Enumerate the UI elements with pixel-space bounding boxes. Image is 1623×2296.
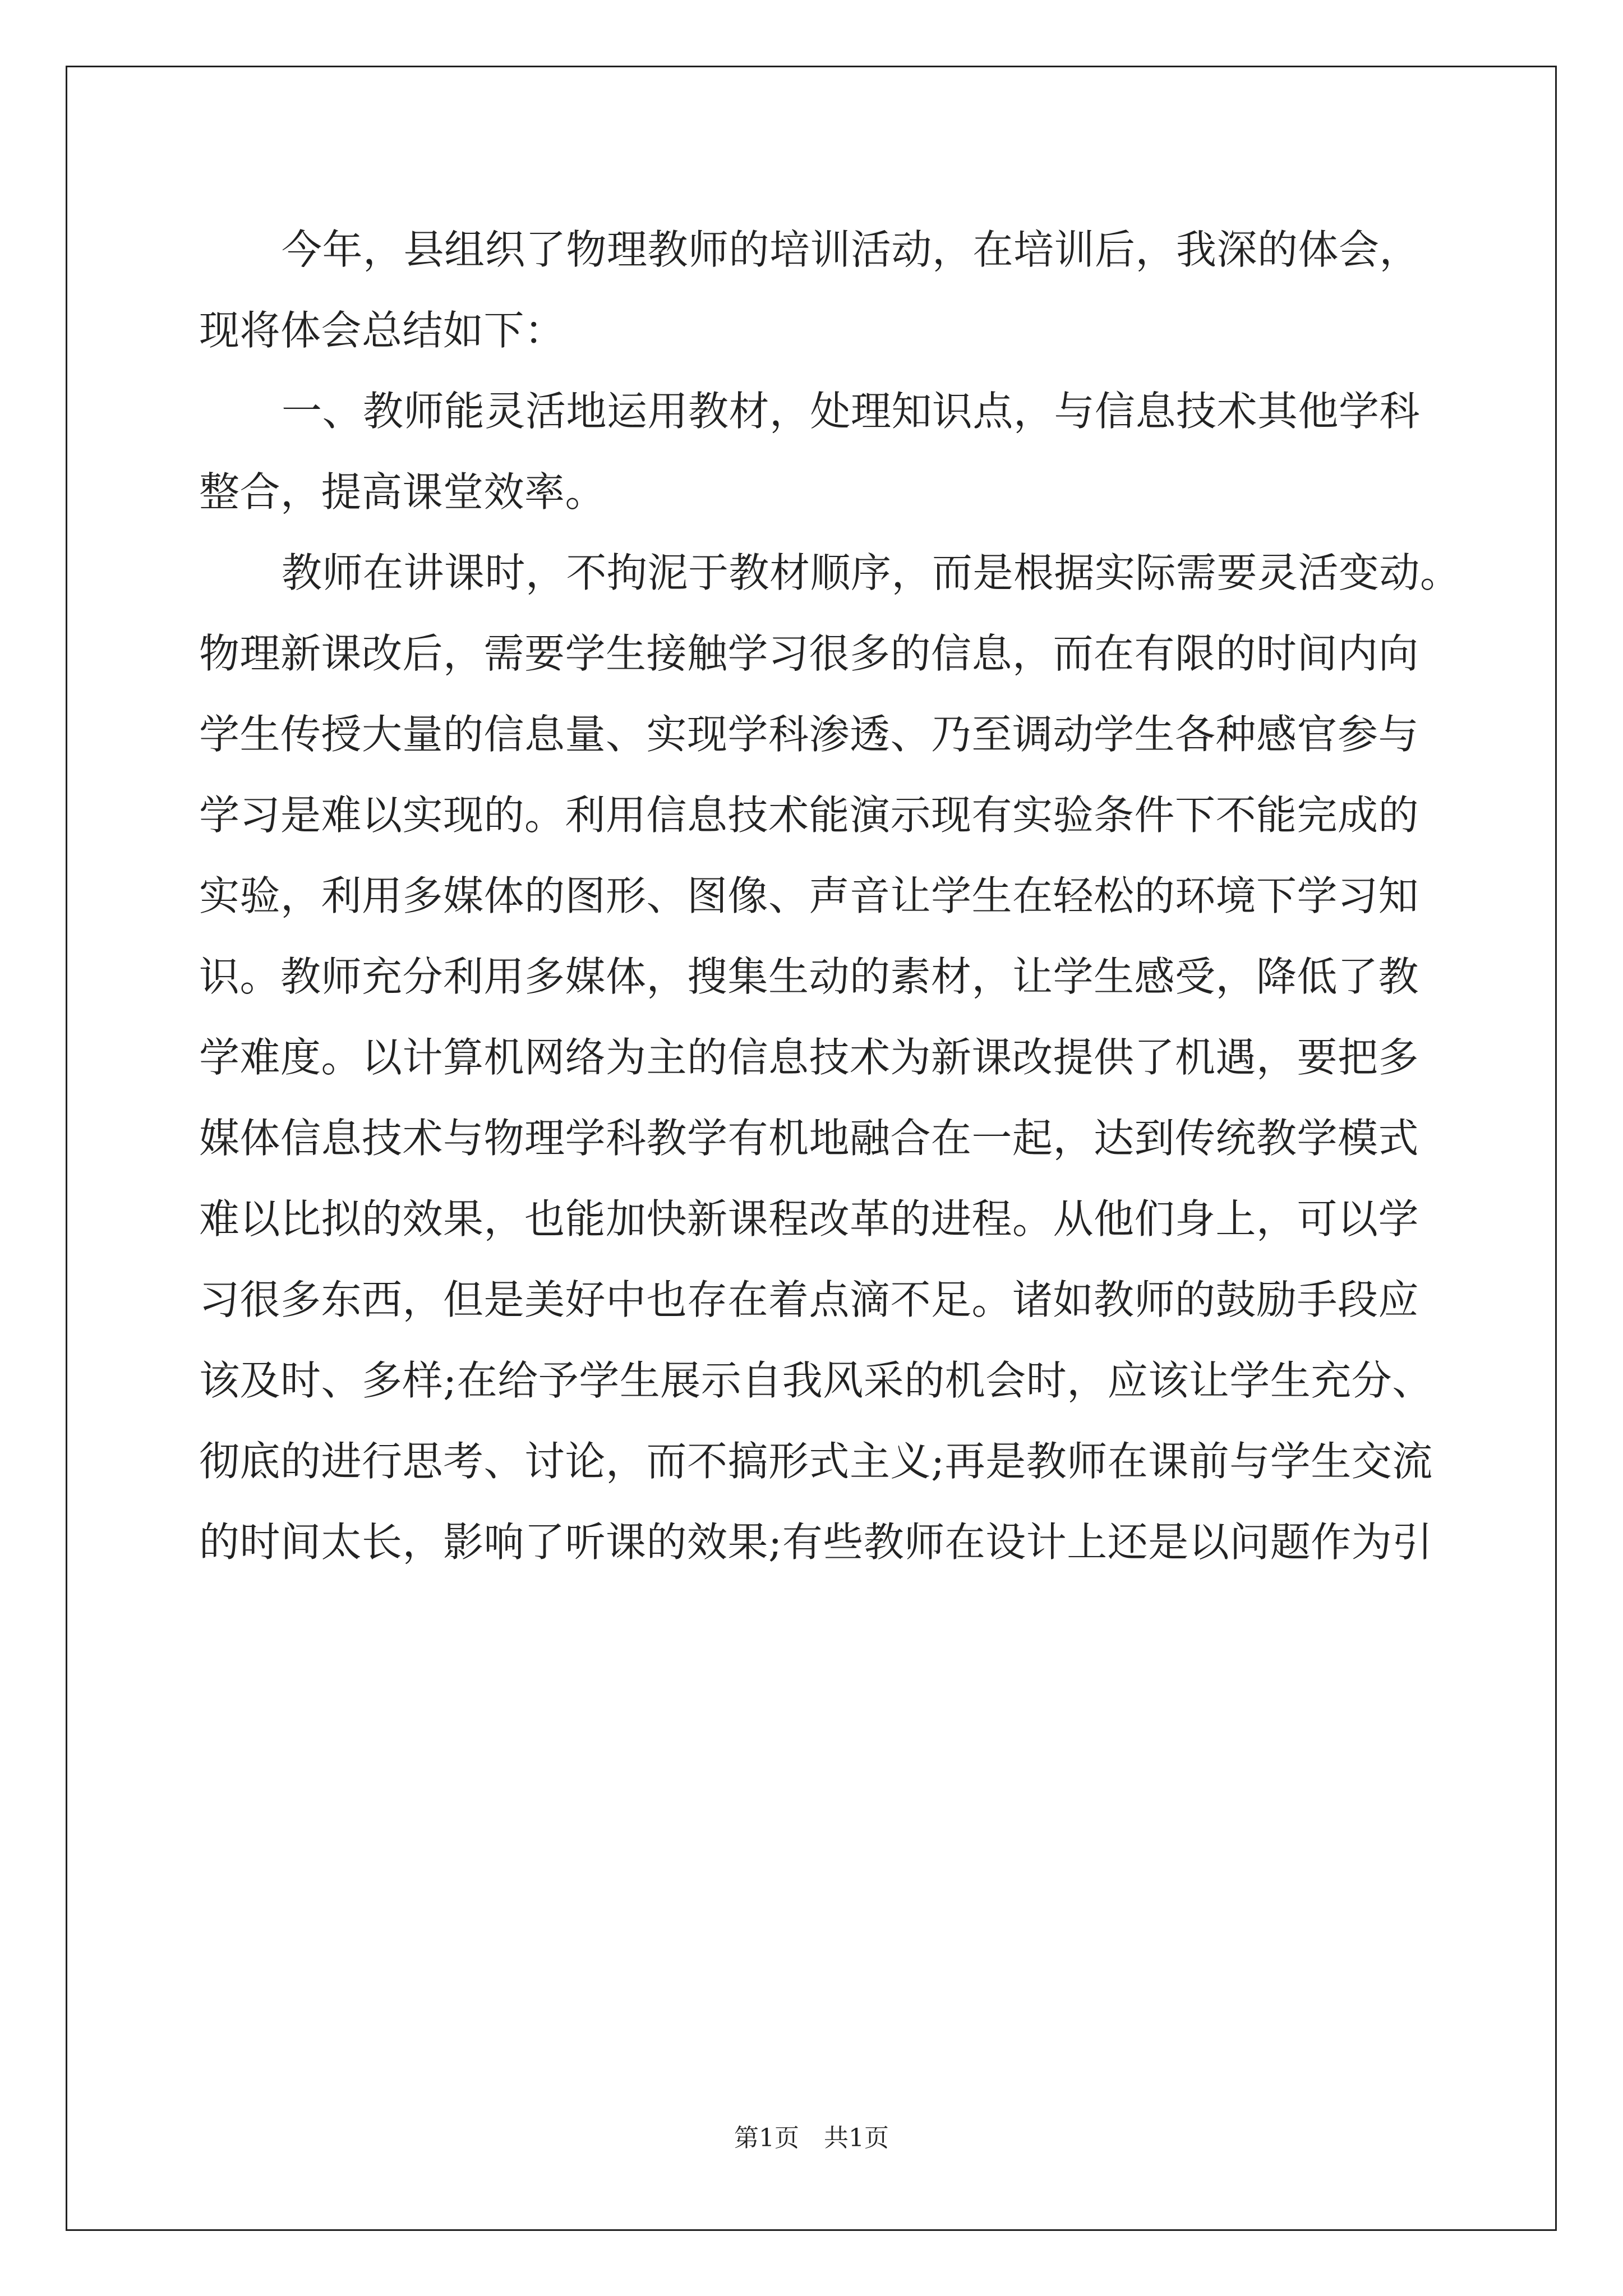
paragraph-line: 学生传授大量的信息量、实现学科渗透、乃至调动学生各种感官参与 <box>199 711 1419 758</box>
paragraph-line: 今年，县组织了物理教师的培训活动，在培训后，我深的体会， <box>282 226 1421 273</box>
paragraph-line: 教师在讲课时，不拘泥于教材顺序，而是根据实际需要灵活变动。 <box>282 549 1461 596</box>
paragraph-line: 彻底的进行思考、讨论，而不搞形式主义;再是教师在课前与学生交流 <box>199 1438 1433 1485</box>
paragraph-line: 学难度。以计算机网络为主的信息技术为新课改提供了机遇，要把多 <box>199 1034 1419 1081</box>
paragraph-line: 识。教师充分利用多媒体，搜集生动的素材，让学生感受，降低了教 <box>199 953 1419 1000</box>
paragraph-line: 习很多东西，但是美好中也存在着点滴不足。诸如教师的鼓励手段应 <box>199 1276 1419 1323</box>
paragraph-line: 现将体会总结如下： <box>199 307 565 354</box>
paragraph-line: 物理新课改后，需要学生接触学习很多的信息，而在有限的时间内向 <box>199 630 1419 677</box>
paragraph-line: 的时间太长，影响了听课的效果;有些教师在设计上还是以问题作为引 <box>199 1519 1433 1566</box>
section-heading-line: 整合，提高课堂效率。 <box>199 468 606 516</box>
paragraph-line: 学习是难以实现的。利用信息技术能演示现有实验条件下不能完成的 <box>199 792 1419 839</box>
paragraph-line: 实验，利用多媒体的图形、图像、声音让学生在轻松的环境下学习知 <box>199 872 1419 919</box>
paragraph-line: 该及时、多样;在给予学生展示自我风采的机会时，应该让学生充分、 <box>199 1357 1433 1404</box>
paragraph-line: 媒体信息技术与物理学科教学有机地融合在一起，达到传统教学模式 <box>199 1115 1419 1162</box>
section-heading-line: 一、教师能灵活地运用教材，处理知识点，与信息技术其他学科 <box>282 388 1421 435</box>
paragraph-line: 难以比拟的效果，也能加快新课程改革的进程。从他们身上，可以学 <box>199 1195 1419 1243</box>
page-footer: 第1页 共1页 <box>734 2124 889 2152</box>
